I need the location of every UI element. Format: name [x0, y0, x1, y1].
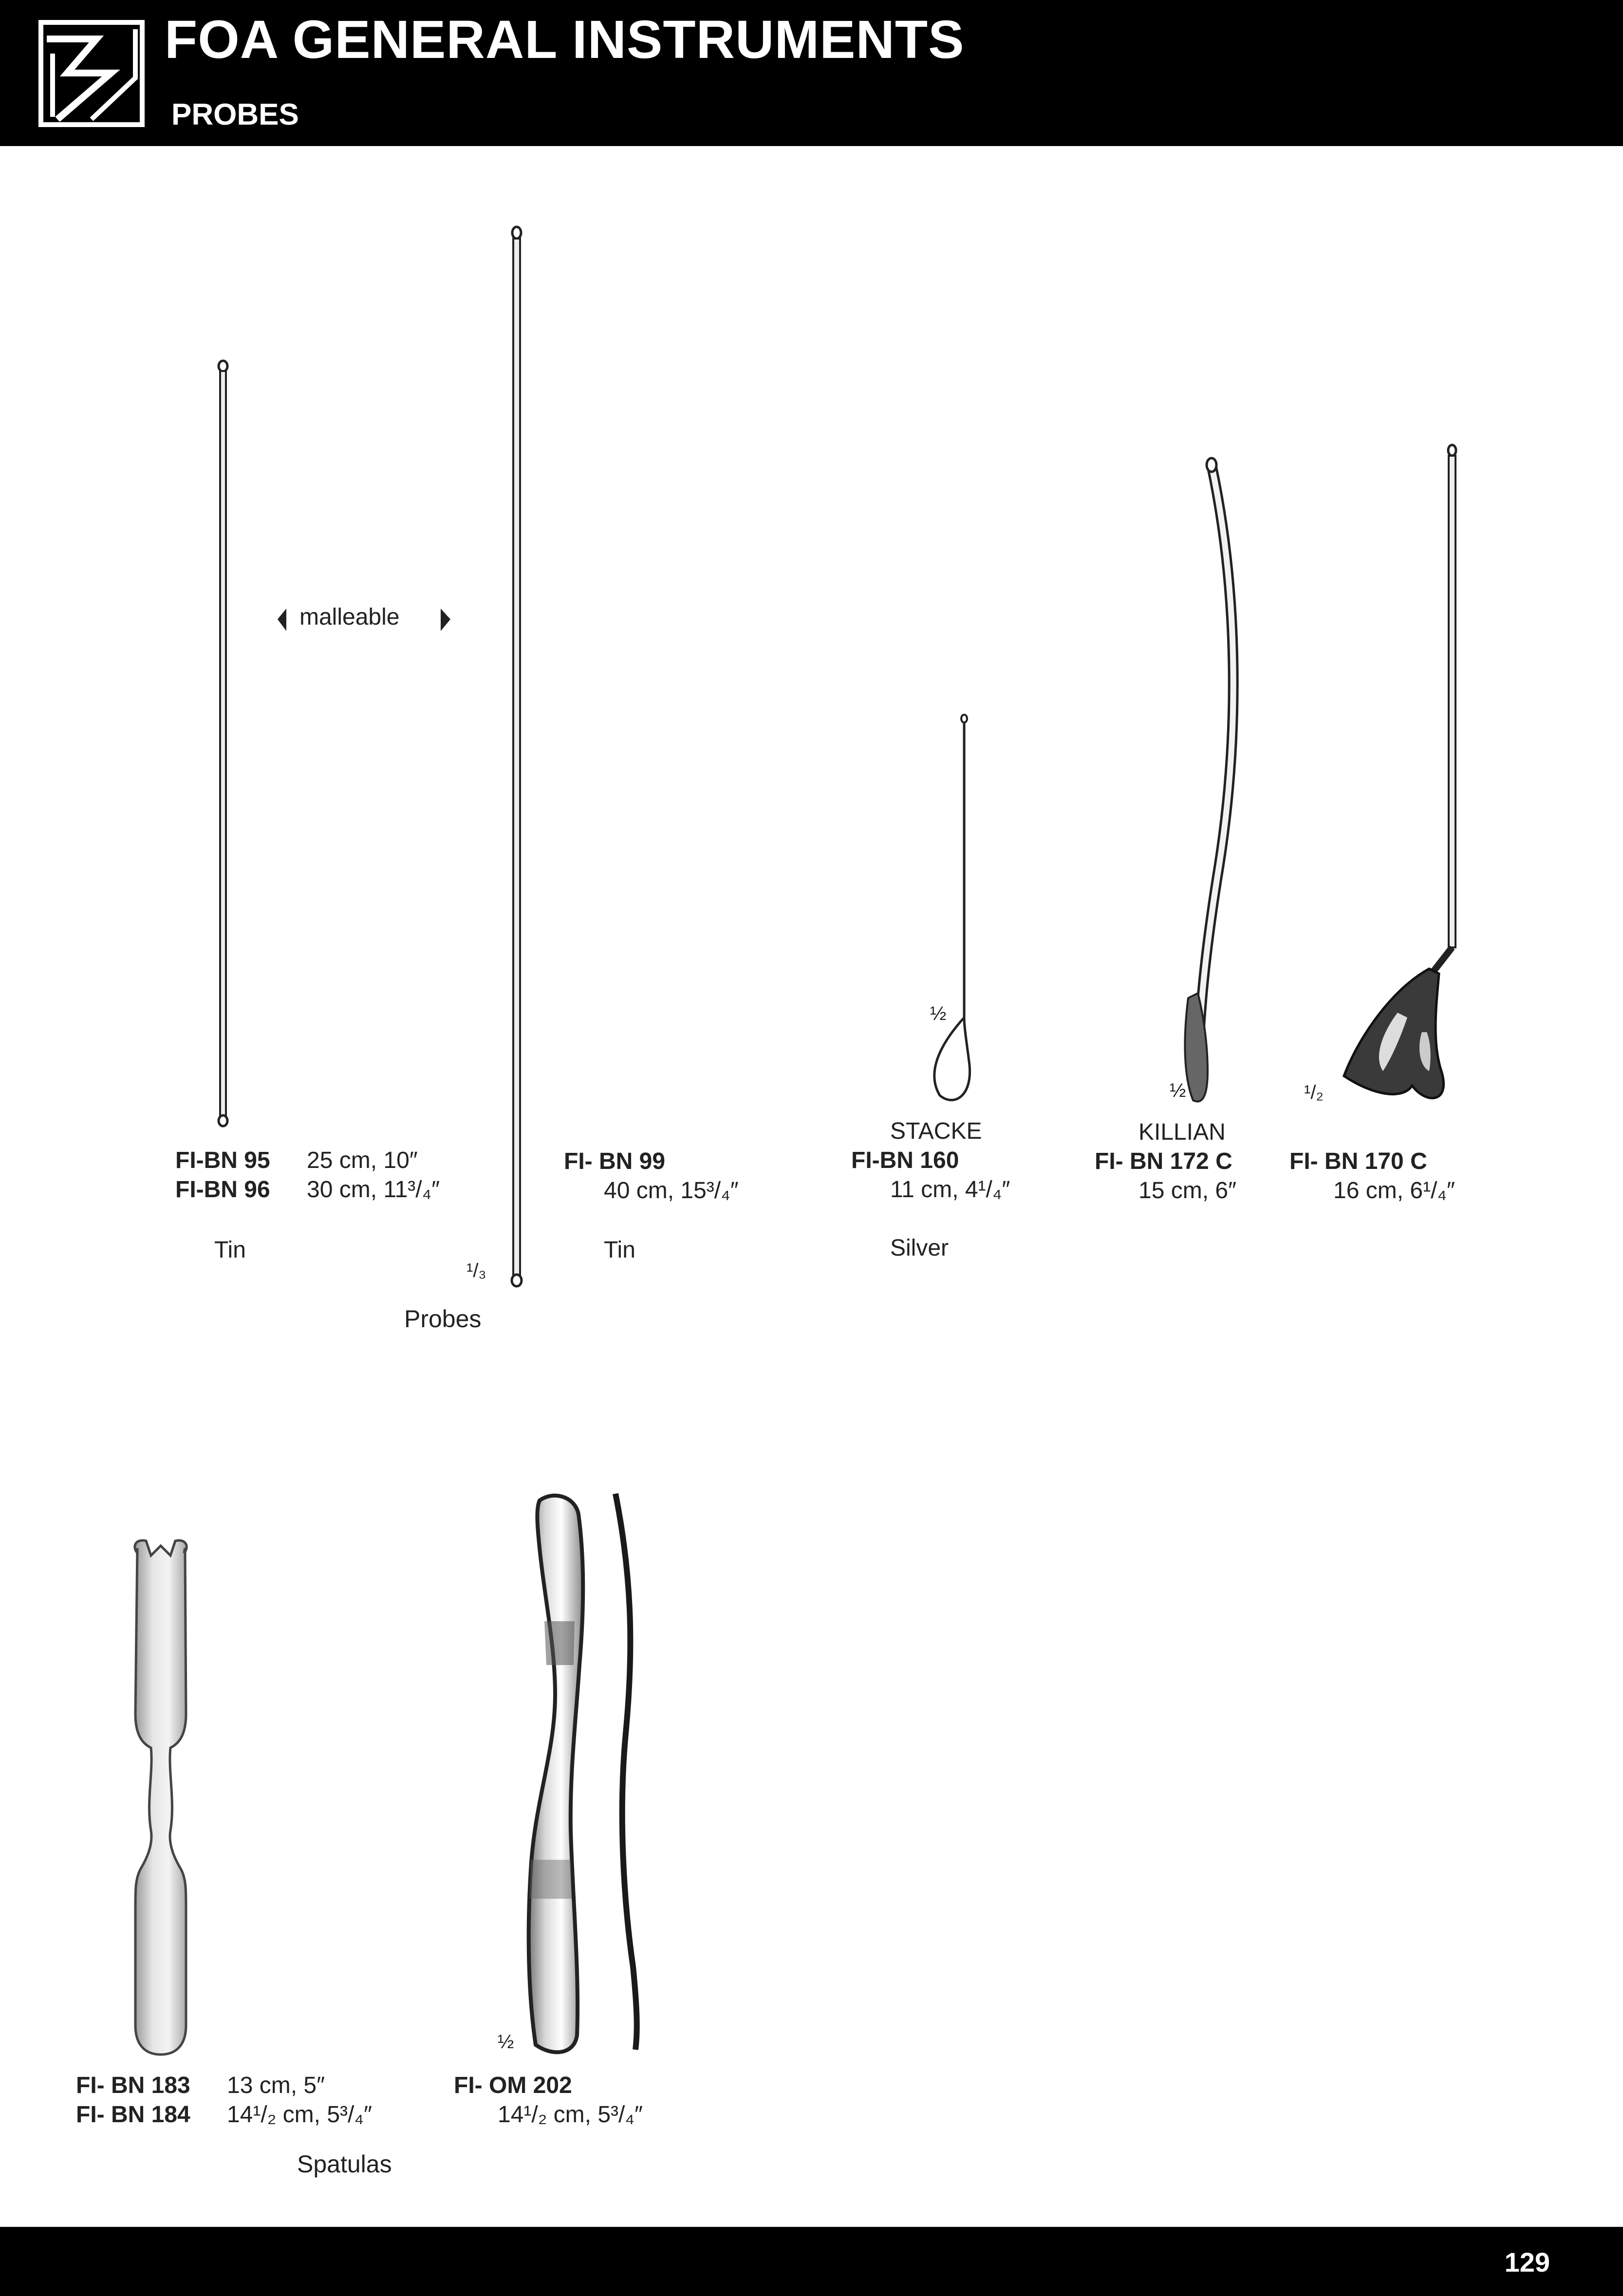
arrow-left-icon [278, 609, 286, 631]
probe-bn95-drawing [219, 361, 227, 1126]
brand-title: FOA GENERAL INSTRUMENTS [165, 10, 965, 70]
product-code-bn170c: FI- BN 170 C [1289, 1148, 1427, 1174]
product-size-bn99: 40 cm, 15³/₄″ [604, 1178, 739, 1204]
material-label-bn95: Tin [214, 1237, 246, 1263]
arrow-right-icon [441, 609, 450, 631]
malleable-label: malleable [299, 604, 400, 630]
name-stacke: STACKE [890, 1118, 982, 1144]
product-size-bn96: 30 cm, 11³/₄″ [307, 1177, 440, 1203]
scale-killian: ½ [1170, 1080, 1186, 1101]
material-label-bn99: Tin [604, 1237, 635, 1263]
product-code-bn95: FI-BN 95 [175, 1148, 270, 1173]
scale-om202: ½ [498, 2031, 514, 2053]
page-number: 129 [1504, 2247, 1550, 2277]
scale-bn170c: ¹/₂ [1304, 1082, 1324, 1103]
probe-bn99-drawing [512, 227, 522, 1286]
spatula-bn183-drawing [135, 1540, 187, 2055]
caption-probes: Probes [404, 1305, 482, 1333]
page-footer [0, 2227, 1623, 2296]
product-code-bn99: FI- BN 99 [564, 1148, 666, 1174]
product-code-bn160: FI-BN 160 [851, 1148, 959, 1173]
spatula-om202-drawing [529, 1494, 637, 2052]
product-size-bn172c: 15 cm, 6″ [1138, 1178, 1237, 1204]
product-code-bn183: FI- BN 183 [76, 2073, 190, 2098]
scale-bn99: ¹/₃ [466, 1260, 486, 1281]
product-size-bn170c: 16 cm, 6¹/₄″ [1333, 1178, 1455, 1204]
caption-spatulas: Spatulas [297, 2150, 392, 2178]
product-size-om202: 14¹/₂ cm, 5³/₄″ [498, 2102, 643, 2128]
product-size-bn95: 25 cm, 10″ [307, 1148, 418, 1173]
material-label-bn160: Silver [890, 1235, 949, 1261]
probe-bn170c-drawing [1344, 445, 1456, 1098]
probe-killian-drawing [1185, 458, 1233, 1102]
name-killian: KILLIAN [1138, 1119, 1226, 1145]
section-title: PROBES [171, 98, 299, 131]
scale-stacke: ½ [930, 1003, 947, 1024]
product-code-om202: FI- OM 202 [454, 2073, 572, 2098]
product-code-bn96: FI-BN 96 [175, 1177, 270, 1203]
product-size-bn160: 11 cm, 4¹/₄″ [890, 1177, 1010, 1203]
product-code-bn184: FI- BN 184 [76, 2102, 190, 2128]
product-size-bn184: 14¹/₂ cm, 5³/₄″ [227, 2102, 372, 2128]
probe-stacke-drawing [934, 715, 970, 1100]
product-code-bn172c: FI- BN 172 C [1095, 1148, 1232, 1174]
product-size-bn183: 13 cm, 5″ [227, 2073, 325, 2098]
